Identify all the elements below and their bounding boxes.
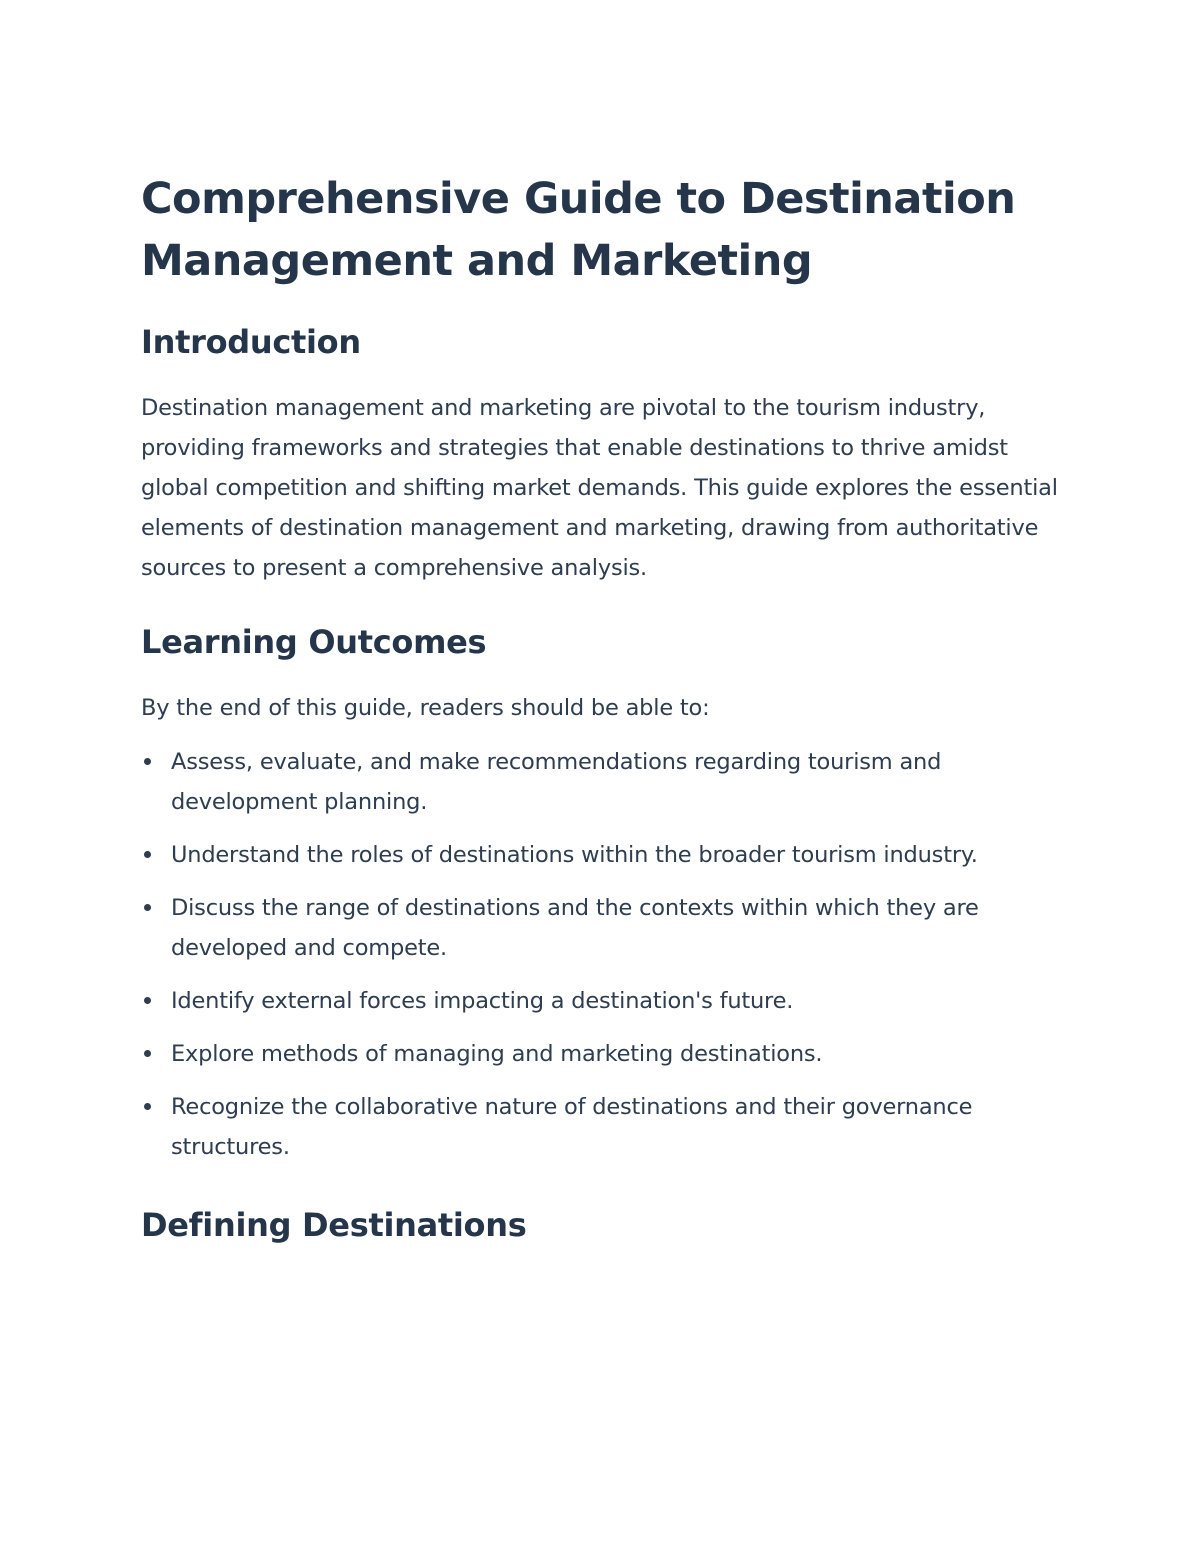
introduction-paragraph: Destination management and marketing are pivotal to the tourism industry, providing frameworks and strategies that enable destinations to thrive amidst global competition and shifting market demands. This guide explores the essential elements of destination management and marketing, drawing from authoritative sources to present a comprehensive analysis. [141, 395, 1058, 581]
list-item [141, 1034, 1061, 1074]
list-item-text: Discuss the range of destinations and the contexts within which they are developed and compete. [171, 895, 979, 961]
bullet-icon [144, 758, 151, 765]
list-item-text: Identify external forces impacting a destination's future. [171, 988, 794, 1014]
learning-outcomes-list [141, 742, 1061, 1167]
document-title: Comprehensive Guide to Destination Management and Marketing [141, 174, 1016, 286]
list-item [141, 888, 1061, 968]
bullet-icon [144, 904, 151, 911]
section-heading-learning-outcomes: Learning Outcomes [141, 623, 487, 661]
section-heading-introduction: Introduction [141, 323, 361, 361]
list-item [141, 981, 1061, 1021]
section-heading-defining-destinations: Defining Destinations [141, 1206, 527, 1244]
bullet-icon [144, 997, 151, 1004]
learning-outcomes-lead: By the end of this guide, readers should be able to: [141, 695, 710, 721]
list-item [141, 742, 1061, 822]
list-item-text: Explore methods of managing and marketing destinations. [171, 1041, 823, 1067]
list-item-text: Understand the roles of destinations within the broader tourism industry. [171, 842, 978, 868]
list-item [141, 1087, 1061, 1167]
bullet-icon [144, 1050, 151, 1057]
document-page [141, 168, 1061, 1245]
list-item-text: Recognize the collaborative nature of destinations and their governance structures. [171, 1094, 973, 1160]
bullet-icon [144, 851, 151, 858]
list-item-text: Assess, evaluate, and make recommendations regarding tourism and development planning. [171, 749, 942, 815]
bullet-icon [144, 1103, 151, 1110]
list-item [141, 835, 1061, 875]
